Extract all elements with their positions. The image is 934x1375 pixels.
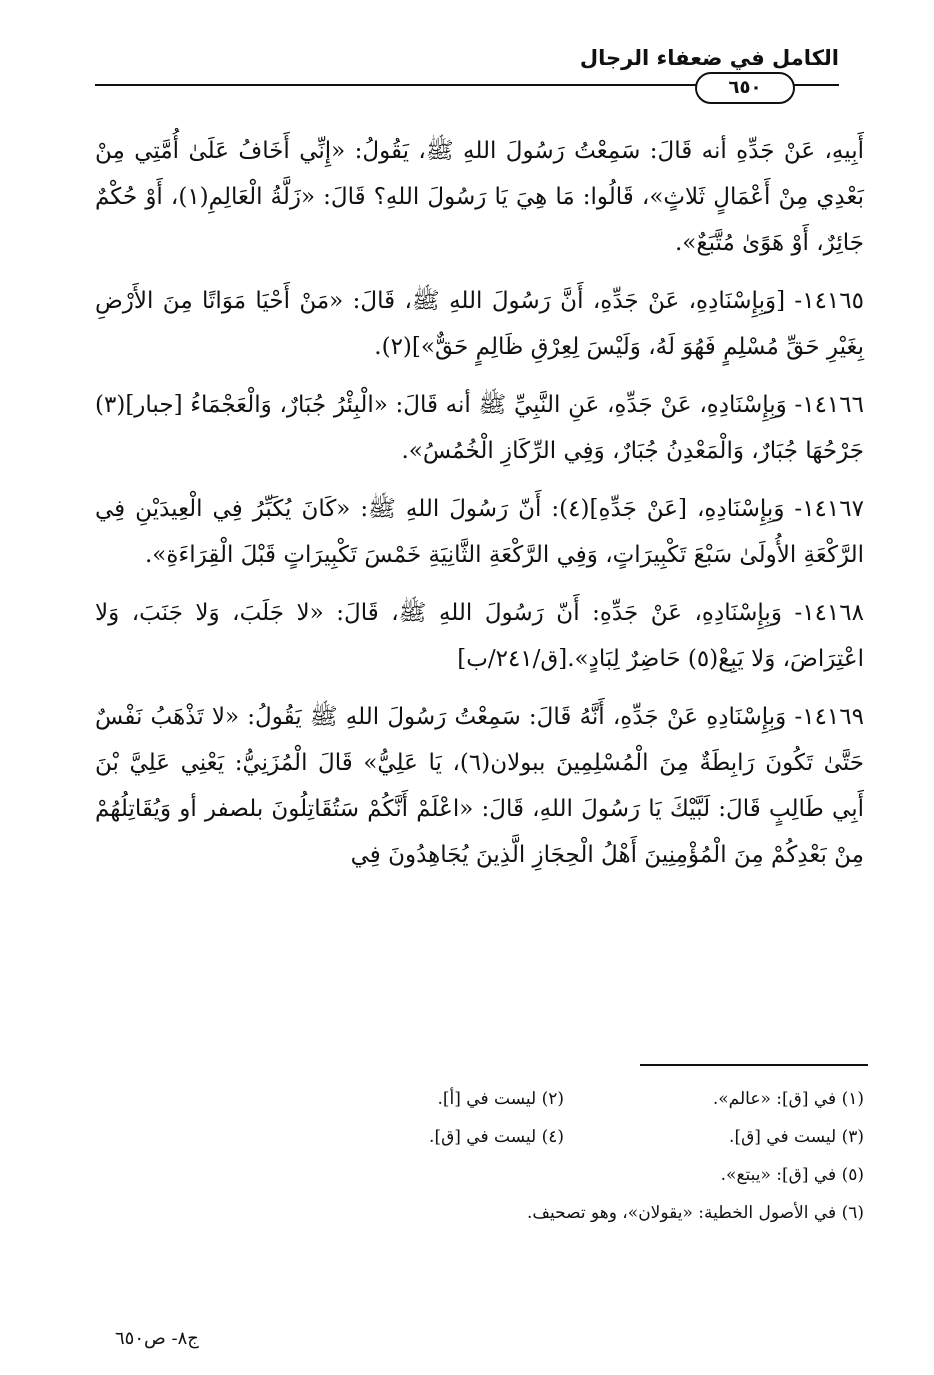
footnotes <box>95 1080 864 1232</box>
footnote-row <box>95 1156 864 1194</box>
footnote-3: (٣) ليست في [ق]. <box>729 1127 864 1147</box>
footnote-row <box>95 1080 864 1118</box>
page-header <box>95 40 839 98</box>
footnote-1: (١) في [ق]: «عالم». <box>712 1089 864 1109</box>
footnote-5: (٥) في [ق]: «يبتع». <box>720 1165 864 1185</box>
page-number-badge: ٦٥٠ <box>695 72 795 104</box>
footnote-4: (٤) ليست في [ق]. <box>429 1127 564 1147</box>
main-text <box>95 128 864 890</box>
footnote-separator <box>640 1064 868 1066</box>
volume-page-footer: ج٨- ص٦٥٠ <box>115 1328 199 1349</box>
book-title: الكامل في ضعفاء الرجال <box>579 46 839 70</box>
hadith-14168: ١٤١٦٨- وَبِإِسْنَادِهِ، عَنْ جَدِّهِ: أَنّ رَسُولَ اللهِ ﷺ، قَالَ: «لا جَلَبَ، وَلا جَنَبَ، وَلا اعْتِرَاضَ، وَلا يَبِعْ(٥) حَاضِرٌ لِبَادٍ».[ق/٢٤١/ب] <box>95 600 864 672</box>
footnote-row <box>95 1118 864 1156</box>
footnote-2: (٢) ليست في [أ]. <box>437 1089 564 1109</box>
paragraph: أَبِيهِ، عَنْ جَدِّهِ أنه قَالَ: سَمِعْتُ رَسُولَ اللهِ ﷺ، يَقُولُ: «إِنِّي أَخَافُ عَلَىٰ أُمَّتِي مِنْ بَعْدِي مِنْ أَعْمَالٍ ثَلاثٍ»، قَالُوا: مَا هِيَ يَا رَسُولَ اللهِ؟ قَالَ: «زَلَّةُ الْعَالِمِ(١)، أَوْ حُكْمٌ جَائِرٌ، أَوْ هَوًىٰ مُتَّبَعٌ». <box>95 138 864 256</box>
hadith-14165: ١٤١٦٥- [وَبِإِسْنَادِهِ، عَنْ جَدِّهِ، أَنَّ رَسُولَ اللهِ ﷺ، قَالَ: «مَنْ أَحْيَا مَوَاتًا مِنَ الأَرْضِ بِغَيْرِ حَقِّ مُسْلِمٍ فَهُوَ لَهُ، وَلَيْسَ لِعِرْقِ ظَالِمٍ حَقٌّ»](٢). <box>95 288 864 360</box>
hadith-14167: ١٤١٦٧- وَبِإِسْنَادِهِ، [عَنْ جَدِّهِ](٤): أَنّ رَسُولَ اللهِ ﷺ: «كَانَ يُكَبِّرُ فِي الْعِيدَيْنِ فِي الرَّكْعَةِ الأُولَىٰ سَبْعَ تَكْبِيرَاتٍ، وَفِي الرَّكْعَةِ الثَّانِيَةِ خَمْسَ تَكْبِيرَاتٍ قَبْلَ الْقِرَاءَةِ». <box>95 496 864 568</box>
footnote-row <box>95 1194 864 1232</box>
hadith-14169: ١٤١٦٩- وَبِإِسْنَادِهِ عَنْ جَدِّهِ، أَنَّهُ قَالَ: سَمِعْتُ رَسُولَ اللهِ ﷺ يَقُولُ: «لا تَذْهَبُ نَفْسٌ حَتَّىٰ تَكُونَ رَابِطَةٌ مِنَ الْمُسْلِمِينَ ببولان(٦)، يَا عَلِيُّ» قَالَ الْمُزَنِيُّ: يَعْنِي عَلِيَّ بْنَ أَبِي طَالِبٍ قَالَ: لَبَّيْكَ يَا رَسُولَ اللهِ، قَالَ: «اعْلَمْ أَنَّكُمْ سَتُقَاتِلُونَ بلصفر أو وَيُقَاتِلُهُمْ مِنْ بَعْدِكُمْ مِنَ الْمُؤْمِنِينَ أَهْلُ الْحِجَازِ الَّذِينَ يُجَاهِدُونَ فِي <box>95 704 864 868</box>
footnote-6: (٦) في الأصول الخطية: «يقولان»، وهو تصحيف. <box>526 1203 864 1223</box>
hadith-14166: ١٤١٦٦- وَبِإِسْنَادِهِ، عَنْ جَدِّهِ، عَنِ النَّبِيِّ ﷺ أنه قَالَ: «الْبِئْرُ جُبَارٌ، وَالْعَجْمَاءُ [جبار](٣) جَرْحُهَا جُبَارٌ، وَالْمَعْدِنُ جُبَارٌ، وَفِي الرِّكَازِ الْخُمُسُ». <box>95 392 864 464</box>
